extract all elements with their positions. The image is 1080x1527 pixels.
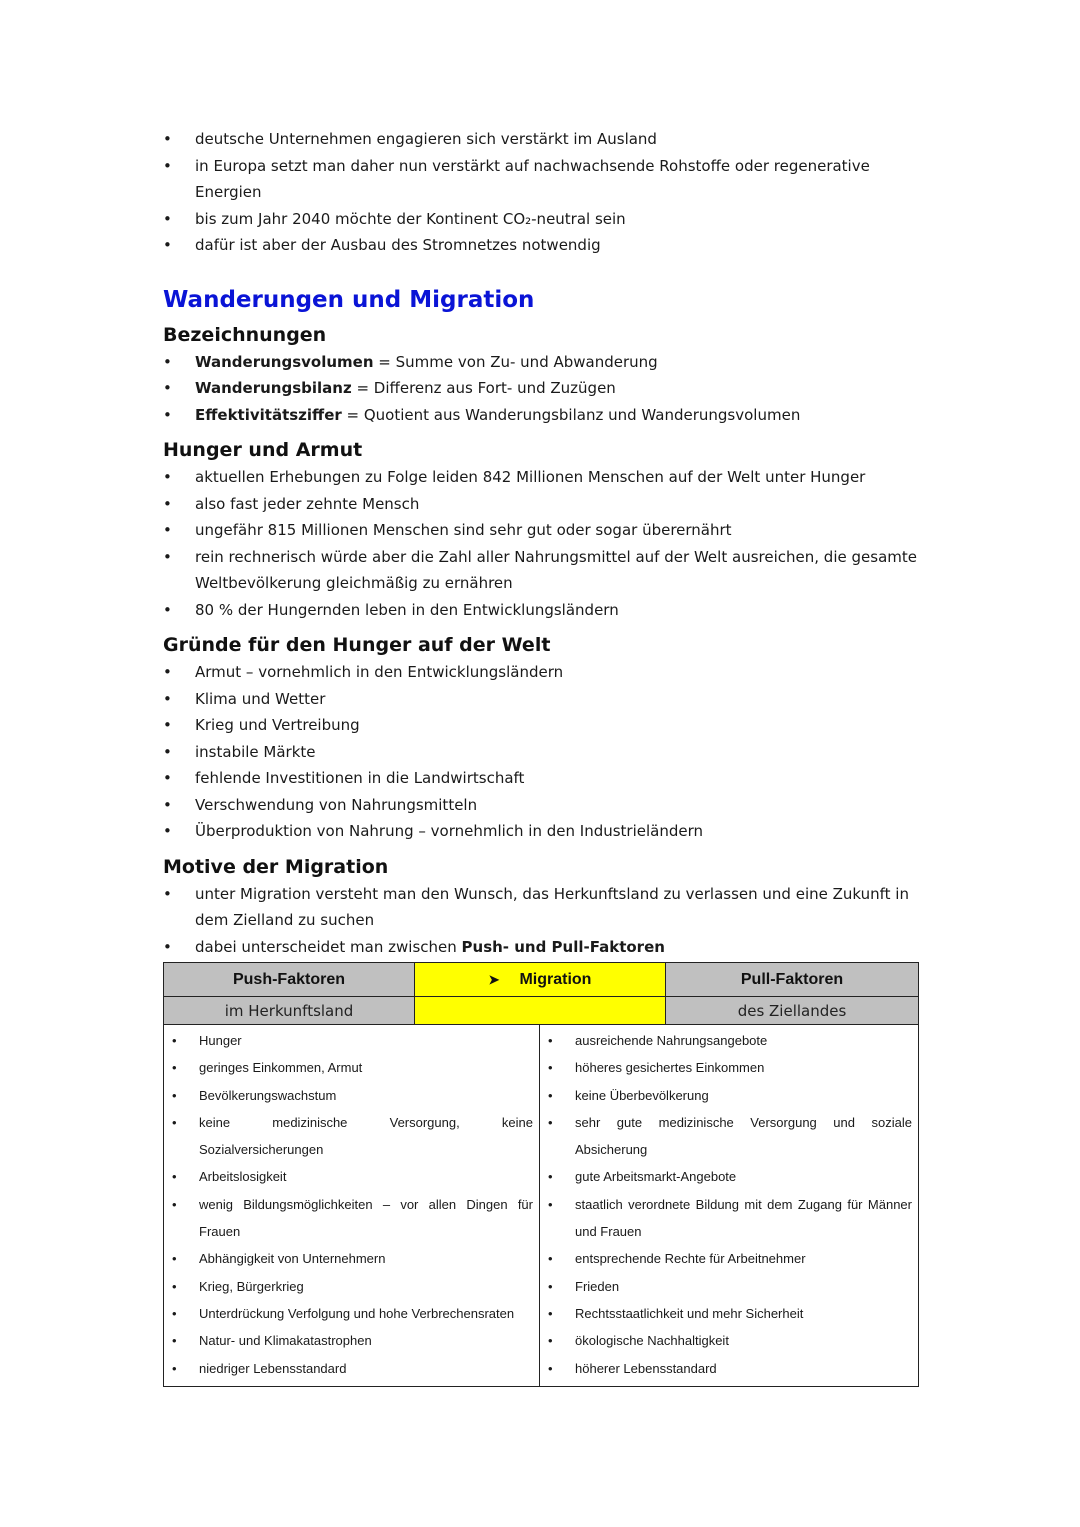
table-body-row bbox=[164, 1025, 918, 1386]
list-item: • höheres gesichertes Einkommen bbox=[548, 1054, 912, 1081]
bullet-icon: • bbox=[163, 769, 172, 787]
bullet-icon: • bbox=[163, 795, 172, 814]
list-item: • keine medizinische Versorgung, keine Sozialversicherungen bbox=[172, 1109, 533, 1164]
bullet-icon: • bbox=[163, 547, 172, 566]
bullet-icon: • bbox=[548, 1169, 553, 1185]
bullet-icon: • bbox=[163, 156, 172, 175]
hunger-armut-list bbox=[163, 464, 917, 623]
bullet-icon: • bbox=[172, 1360, 177, 1376]
list-item: • gute Arbeitsmarkt-Angebote bbox=[548, 1163, 912, 1190]
bullet-icon: • bbox=[163, 379, 172, 397]
bullet-icon: • bbox=[163, 937, 172, 956]
bullet-icon: • bbox=[163, 352, 172, 371]
definition: = Summe von Zu- und Abwanderung bbox=[373, 352, 658, 371]
term: Effektivitätsziffer bbox=[195, 405, 342, 424]
bullet-icon: • bbox=[548, 1196, 553, 1212]
bullet-icon: • bbox=[548, 1305, 553, 1321]
list-item: • Armut – vornehmlich in den Entwicklungsländern bbox=[163, 659, 917, 686]
list-item: • deutsche Unternehmen engagieren sich verstärkt im Ausland bbox=[163, 126, 917, 153]
motive-list bbox=[163, 881, 917, 961]
bullet-icon: • bbox=[548, 1278, 553, 1294]
bullet-icon: • bbox=[172, 1033, 177, 1048]
list-item: • Rechtsstaatlichkeit und mehr Sicherheit bbox=[548, 1300, 912, 1327]
bullet-icon: • bbox=[548, 1333, 553, 1349]
list-item: • in Europa setzt man daher nun verstärkt auf nachwachsende Rohstoffe oder regenerative Energien bbox=[163, 153, 917, 206]
subheader-migration bbox=[415, 997, 666, 1024]
list-item: • aktuellen Erhebungen zu Folge leiden 842 Millionen Menschen auf der Welt unter Hunger bbox=[163, 464, 917, 491]
section-heading-motive: Motive der Migration bbox=[163, 855, 389, 878]
bullet-icon: • bbox=[163, 405, 172, 424]
bullet-icon: • bbox=[548, 1060, 553, 1076]
pull-factors-list bbox=[548, 1027, 912, 1382]
list-item: • instabile Märkte bbox=[163, 739, 917, 766]
list-item: • Klima und Wetter bbox=[163, 686, 917, 713]
list-item bbox=[163, 349, 917, 376]
section-heading-hunger-armut: Hunger und Armut bbox=[163, 439, 363, 461]
header-push: Push-Faktoren bbox=[164, 963, 415, 996]
push-factors-list bbox=[172, 1027, 533, 1382]
document-page bbox=[163, 126, 917, 1387]
bullet-icon: • bbox=[172, 1087, 177, 1103]
list-item: • Abhängigkeit von Unternehmern bbox=[172, 1245, 533, 1272]
list-item: • Arbeitslosigkeit bbox=[172, 1163, 533, 1190]
definition: = Differenz aus Fort- und Zuzügen bbox=[351, 379, 616, 397]
intro-bullet-list bbox=[163, 126, 917, 259]
bullet-icon: • bbox=[172, 1251, 177, 1267]
bullet-icon: • bbox=[163, 130, 172, 148]
table-header-row bbox=[164, 963, 918, 997]
table-subheader-row bbox=[164, 997, 918, 1025]
list-item: • Überproduktion von Nahrung – vornehmlich in den Industrieländern bbox=[163, 818, 917, 845]
list-item: • Unterdrückung Verfolgung und hohe Verbrechensraten bbox=[172, 1300, 533, 1327]
list-item: • rein rechnerisch würde aber die Zahl aller Nahrungsmittel auf der Welt ausreichen, die gesamte Weltbevölkerung gleichmäßig zu ernähren bbox=[163, 544, 917, 597]
list-item: • Frieden bbox=[548, 1273, 912, 1300]
bullet-icon: • bbox=[163, 742, 172, 761]
bullet-icon: • bbox=[163, 494, 172, 513]
main-title: Wanderungen und Migration bbox=[163, 286, 535, 313]
list-item: • Bevölkerungswachstum bbox=[172, 1082, 533, 1109]
bullet-icon: • bbox=[163, 521, 172, 539]
list-item: • unter Migration versteht man den Wunsch, das Herkunftsland zu verlassen und eine Zukunft in dem Zielland zu suchen bbox=[163, 881, 917, 934]
bullet-icon: • bbox=[163, 663, 172, 681]
bullet-icon: • bbox=[163, 236, 172, 254]
list-item: • entsprechende Rechte für Arbeitnehmer bbox=[548, 1245, 912, 1272]
list-item: • staatlich verordnete Bildung mit dem Zugang für Männer und Frauen bbox=[548, 1191, 912, 1246]
list-item: • sehr gute medizinische Versorgung und soziale Absicherung bbox=[548, 1109, 912, 1164]
pull-factors-column bbox=[540, 1025, 918, 1386]
push-factors-column bbox=[164, 1025, 540, 1386]
gruende-list bbox=[163, 659, 917, 845]
section-heading-bezeichnungen: Bezeichnungen bbox=[163, 323, 327, 346]
list-item: • niedriger Lebensstandard bbox=[172, 1355, 533, 1382]
list-item: • 80 % der Hungernden leben in den Entwicklungsländern bbox=[163, 597, 917, 624]
bullet-icon: • bbox=[163, 884, 172, 903]
bullet-icon: • bbox=[548, 1087, 553, 1103]
bullet-icon: • bbox=[163, 716, 172, 734]
definition: = Quotient aus Wanderungsbilanz und Wanderungsvolumen bbox=[341, 405, 801, 424]
push-pull-table bbox=[163, 962, 919, 1387]
bullet-icon: • bbox=[548, 1251, 553, 1267]
list-item: • Natur- und Klimakatastrophen bbox=[172, 1327, 533, 1354]
header-pull: Pull-Faktoren bbox=[666, 963, 918, 996]
list-item: • wenig Bildungsmöglichkeiten – vor allen Dingen für Frauen bbox=[172, 1191, 533, 1246]
list-item: • fehlende Investitionen in die Landwirtschaft bbox=[163, 765, 917, 792]
list-item: • ausreichende Nahrungsangebote bbox=[548, 1027, 912, 1054]
bullet-icon: • bbox=[172, 1169, 177, 1185]
bullet-icon: • bbox=[172, 1333, 177, 1349]
bullet-icon: • bbox=[172, 1060, 177, 1076]
list-item: • bis zum Jahr 2040 möchte der Kontinent CO₂-neutral sein bbox=[163, 206, 917, 233]
list-item: • Krieg, Bürgerkrieg bbox=[172, 1273, 533, 1300]
bullet-icon: • bbox=[548, 1033, 553, 1048]
list-item: • also fast jeder zehnte Mensch bbox=[163, 491, 917, 518]
bullet-icon: • bbox=[172, 1114, 177, 1130]
list-item: • ungefähr 815 Millionen Menschen sind sehr gut oder sogar überernährt bbox=[163, 517, 917, 544]
list-item: • keine Überbevölkerung bbox=[548, 1082, 912, 1109]
list-item: • Verschwendung von Nahrungsmitteln bbox=[163, 792, 917, 819]
bullet-icon: • bbox=[163, 468, 172, 486]
list-item: • höherer Lebensstandard bbox=[548, 1355, 912, 1382]
list-item bbox=[163, 375, 917, 402]
list-item: • dabei unterscheidet man zwischen Push- und Pull-Faktoren bbox=[163, 934, 917, 961]
arrow-right-icon: ➤ bbox=[488, 971, 500, 987]
bezeichnungen-list bbox=[163, 349, 917, 429]
header-migration: ➤ Migration bbox=[415, 963, 666, 996]
list-item: • Hunger bbox=[172, 1027, 533, 1054]
bullet-icon: • bbox=[172, 1278, 177, 1294]
bullet-icon: • bbox=[163, 209, 172, 228]
list-item: • ökologische Nachhaltigkeit bbox=[548, 1327, 912, 1354]
list-item: • geringes Einkommen, Armut bbox=[172, 1054, 533, 1081]
bullet-icon: • bbox=[172, 1305, 177, 1321]
subheader-pull: des Ziellandes bbox=[666, 997, 918, 1024]
bullet-icon: • bbox=[163, 600, 172, 619]
bullet-icon: • bbox=[163, 689, 172, 708]
subheader-push: im Herkunftsland bbox=[164, 997, 415, 1024]
bullet-icon: • bbox=[172, 1196, 177, 1212]
list-item: • Krieg und Vertreibung bbox=[163, 712, 917, 739]
section-heading-gruende: Gründe für den Hunger auf der Welt bbox=[163, 634, 551, 656]
bullet-icon: • bbox=[163, 822, 172, 840]
term: Wanderungsbilanz bbox=[195, 379, 352, 397]
bullet-icon: • bbox=[548, 1114, 553, 1130]
list-item: • dafür ist aber der Ausbau des Stromnetzes notwendig bbox=[163, 232, 917, 259]
bullet-icon: • bbox=[548, 1360, 553, 1376]
term: Wanderungsvolumen bbox=[195, 352, 374, 371]
list-item bbox=[163, 402, 917, 429]
